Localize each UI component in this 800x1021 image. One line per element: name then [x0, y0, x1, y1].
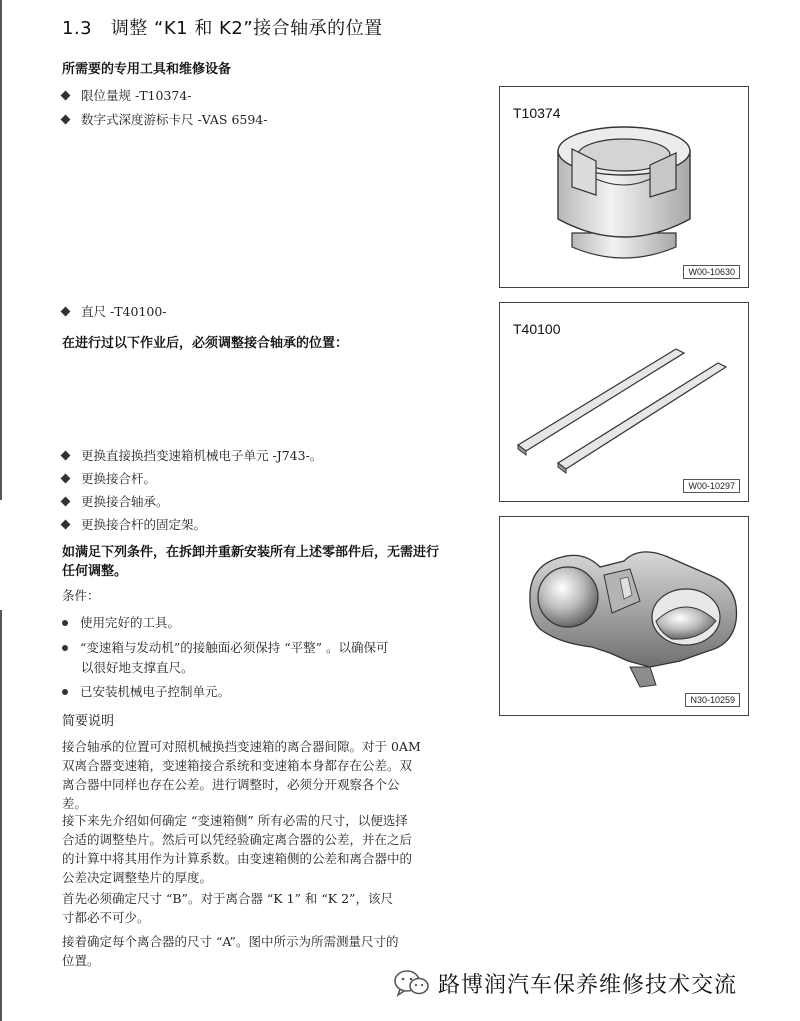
limit-gauge-illustration: [500, 87, 748, 287]
bearing-support-illustration: [500, 517, 748, 715]
figure-code: W00-10297: [683, 479, 740, 493]
diamond-bullet-icon: [61, 520, 71, 530]
diamond-bullet-icon: [61, 91, 71, 101]
adjust-intro: 在进行过以下作业后，必须调整接合轴承的位置：: [62, 336, 349, 351]
paragraph: 接合轴承的位置可对照机械换挡变速箱的离合器间隙。对于 0AM 双离合器变速箱，变速箱接合系统和变速箱本身都存在公差。双 离合器中同样也存在公差。进行调整时，必须分开观察各个公 差。: [62, 739, 421, 811]
paragraph: 首先必须确定尺寸 “B”。对于离合器 “K 1” 和 “K 2”，该尺 寸都必不可少。: [62, 891, 393, 925]
diamond-bullet-icon: [61, 115, 71, 125]
replace-item: 更换接合轴承。: [62, 492, 169, 510]
page-edge-rule-lower: [0, 610, 2, 1021]
condition-item: 使用完好的工具。: [62, 613, 180, 631]
watermark-text: 路博润汽车保养维修技术交流: [438, 973, 738, 998]
straight-edge-illustration: [500, 303, 748, 501]
paragraph: 接着确定每个离合器的尺寸 “A”。图中所示为所需测量尺寸的 位置。: [62, 934, 399, 968]
condition-item-continued: 以很好地支撑直尺。: [81, 660, 194, 675]
figure-straight-edge: [499, 302, 749, 502]
round-bullet-icon: [62, 620, 68, 626]
tool-item: 直尺 -T40100-: [62, 302, 167, 320]
round-bullet-icon: [62, 645, 68, 651]
section-title: [62, 14, 383, 40]
replace-item: 更换直接换挡变速箱机械电子单元 -J743-。: [62, 446, 322, 464]
page-edge-rule: [0, 0, 2, 500]
replace-item: 更换接合杆的固定架。: [62, 515, 206, 533]
paragraph: 接下来先介绍如何确定 “变速箱侧” 所有必需的尺寸，以便选择 合适的调整垫片。然后可以凭经验确定离合器的公差，并在之后 的计算中将其用作为计算系数。由变速箱侧的公差和离合器中的 公差决定调整垫片的厚度。: [62, 813, 413, 885]
figure-label: T10374: [513, 105, 561, 121]
replace-item: 更换接合杆。: [62, 469, 156, 487]
tools-heading: 所需要的专用工具和维修设备: [62, 62, 232, 77]
figure-label: T40100: [513, 321, 561, 337]
tool-item: 限位量规 -T10374-: [62, 86, 192, 104]
conditions-heading: 条件：: [62, 588, 100, 603]
diamond-bullet-icon: [61, 307, 71, 317]
round-bullet-icon: [62, 689, 68, 695]
diamond-bullet-icon: [61, 474, 71, 484]
wechat-icon: [392, 968, 432, 998]
watermark: [388, 966, 788, 1002]
diamond-bullet-icon: [61, 451, 71, 461]
brief-heading: 简要说明: [62, 714, 115, 729]
section-heading: 调整 “K1 和 K2”接合轴承的位置: [110, 18, 383, 39]
condition-item: 已安装机械电子控制单元。: [62, 682, 230, 700]
figure-code: W00-10630: [683, 265, 740, 279]
section-number: 1.3: [62, 18, 93, 39]
condition-item: “变速箱与发动机”的接触面必须保持 “平整” 。以确保可: [62, 638, 389, 656]
figure-code: N30-10259: [685, 693, 740, 707]
figure-bearing-support: [499, 516, 749, 716]
no-adjust-note: 如满足下列条件，在拆卸并重新安装所有上述零部件后，无需进行 任何调整。: [62, 545, 440, 579]
tool-item: 数字式深度游标卡尺 -VAS 6594-: [62, 110, 267, 128]
diamond-bullet-icon: [61, 497, 71, 507]
figure-limit-gauge: [499, 86, 749, 288]
